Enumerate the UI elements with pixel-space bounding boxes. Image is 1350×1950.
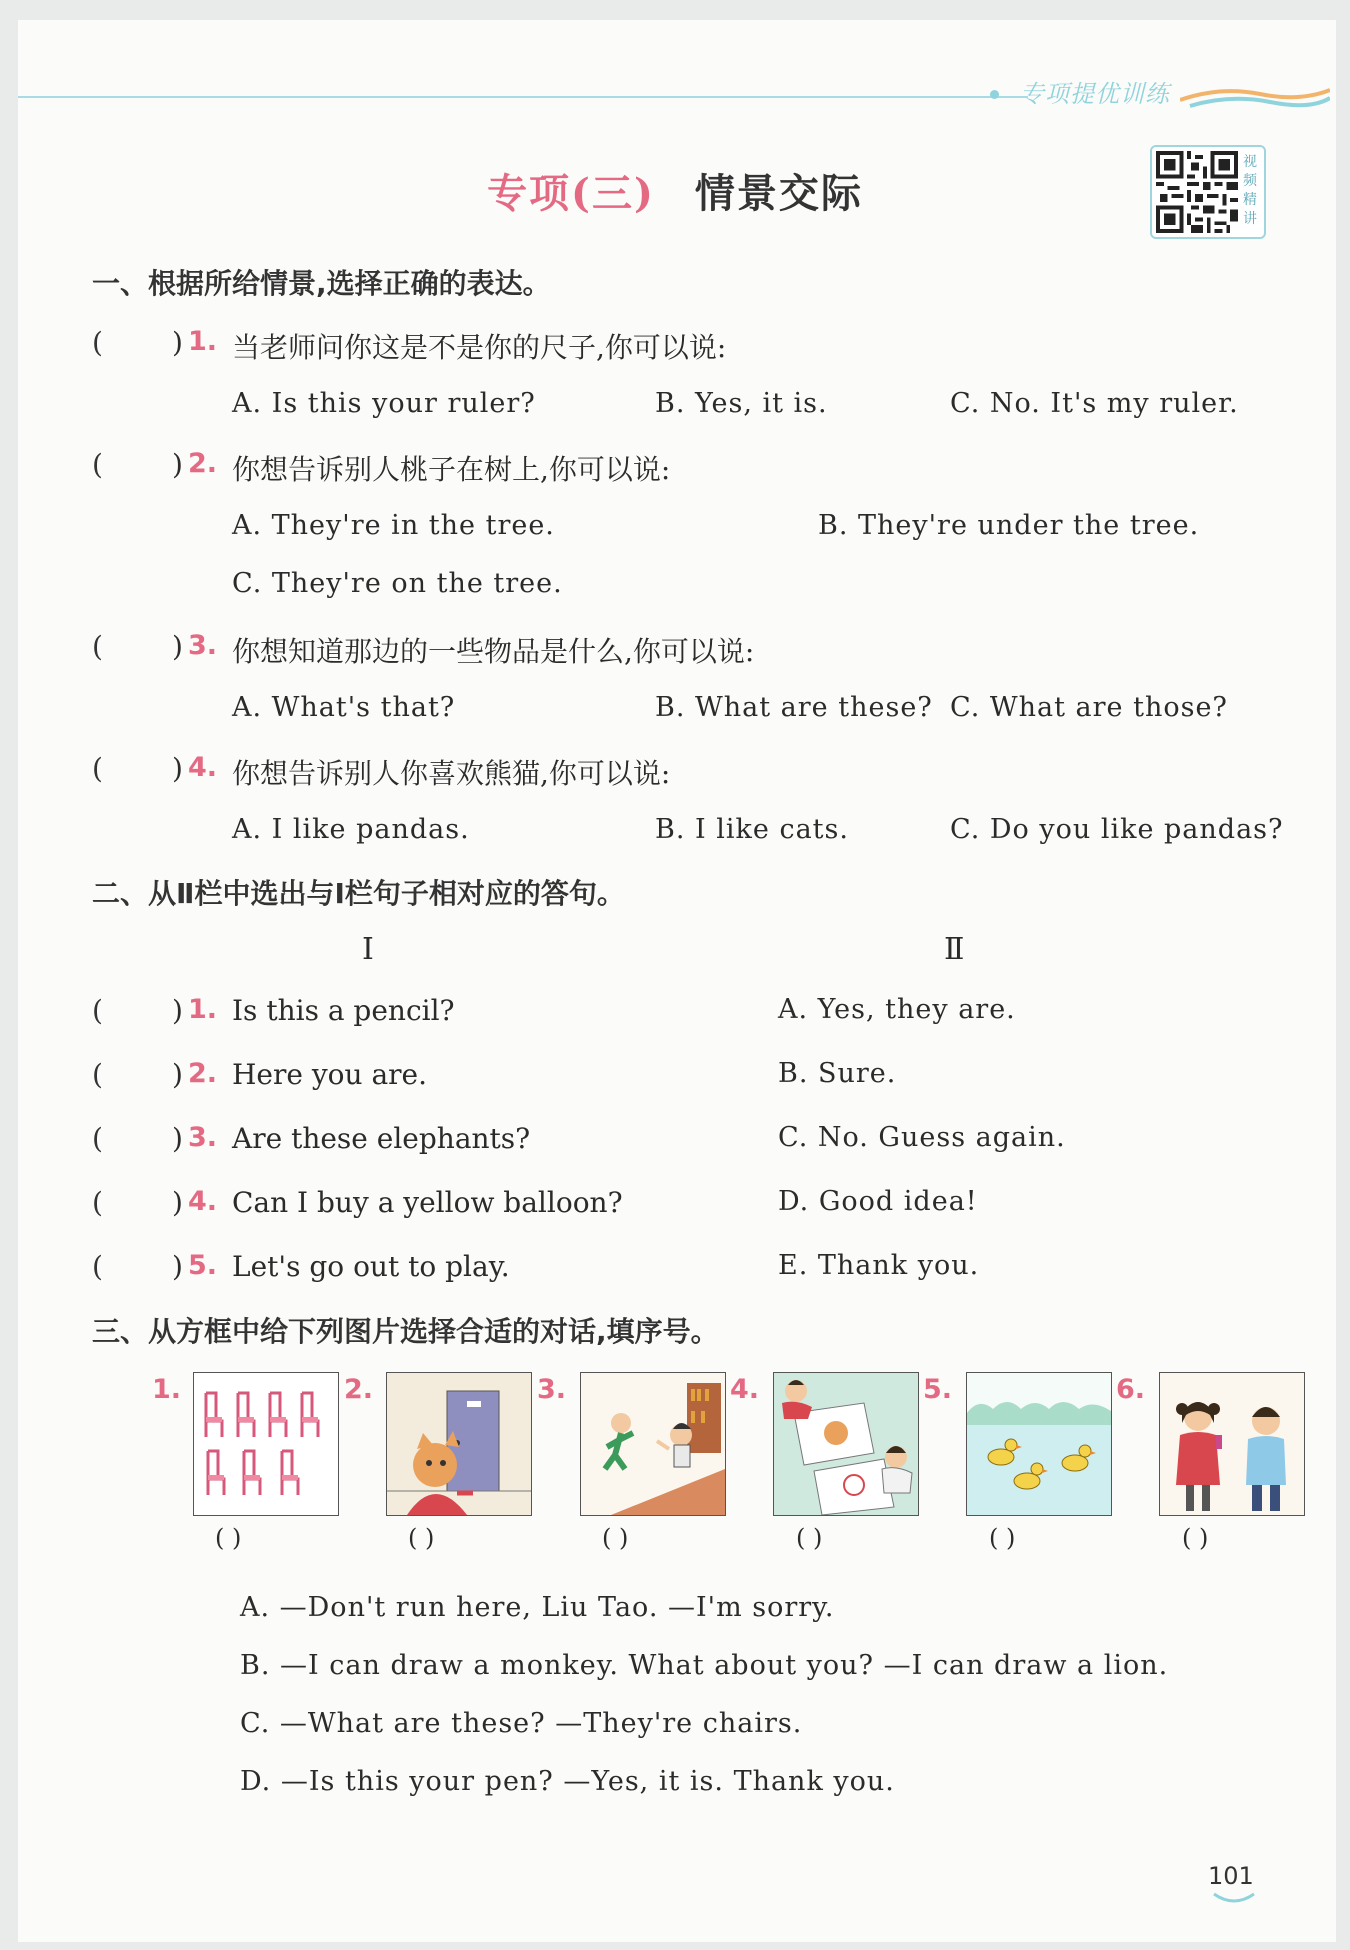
picture-number: 1. [152,1374,182,1405]
cat-at-door-illustration [387,1373,531,1515]
section3-heading: 三、从方框中给下列图片选择合适的对话,填序号。 [92,1315,719,1348]
option-c[interactable]: C. They're on the tree. [232,568,563,599]
question-text: 你想告诉别人你喜欢熊猫,你可以说: [232,757,671,790]
option-a[interactable]: A. What's that? [232,692,456,723]
section1-heading: 一、根据所给情景,选择正确的表达。 [92,267,551,300]
header-tag: 专项提优训练 [1020,80,1170,108]
column-1-sentence: Can I buy a yellow balloon? [232,1186,623,1219]
dialogue-option-c: C. —What are these? —They're chairs. [240,1708,803,1739]
column-2-answer: C. No. Guess again. [778,1122,1066,1153]
column-2-answer: E. Thank you. [778,1250,980,1281]
chairs-illustration [194,1373,338,1515]
page-number-swoosh-icon [1212,1892,1256,1906]
column-2-answer: A. Yes, they are. [778,994,1016,1025]
children-drawing-illustration [774,1373,918,1515]
picture-number: 5. [923,1374,953,1405]
column-1-sentence: Here you are. [232,1058,428,1091]
girl-and-boy-illustration [1160,1373,1304,1515]
header-rule [18,96,1028,98]
option-b[interactable]: B. What are these? [655,692,933,723]
option-a[interactable]: A. They're in the tree. [232,510,555,541]
wave-decoration-icon [1180,82,1330,112]
qr-label: 视 频 精 讲 [1243,154,1257,227]
dialogue-option-d: D. —Is this your pen? —Yes, it is. Thank you. [240,1766,895,1797]
header-dot [990,90,999,99]
title-part1: 专项(三) [487,170,655,217]
picture-number: 6. [1116,1374,1146,1405]
title-part2: 情景交际 [694,170,863,217]
column-2-answer: B. Sure. [778,1058,897,1089]
picture-number: 2. [344,1374,374,1405]
column-1-sentence: Is this a pencil? [232,994,455,1027]
question-number: 3. [188,630,218,661]
option-b[interactable]: B. Yes, it is. [655,388,828,419]
picture-cat-at-door [386,1372,532,1516]
section2-heading: 二、从Ⅱ栏中选出与Ⅰ栏句子相对应的答句。 [92,877,625,910]
dialogue-option-b: B. —I can draw a monkey. What about you? —I can draw a lion. [240,1650,1169,1681]
column-1-header: Ⅰ [362,932,374,967]
qr-code-icon [1156,151,1238,233]
answer-blank[interactable]: ( ) [1182,1524,1209,1552]
picture-ducks-on-lake [966,1372,1112,1516]
question-text: 你想告诉别人桃子在树上,你可以说: [232,453,671,486]
page-number: 101 [1208,1862,1254,1890]
answer-blank[interactable]: ( ) [408,1524,435,1552]
ducks-on-lake-illustration [967,1373,1111,1515]
answer-paren-close: ) [172,326,183,359]
dialogue-option-a: A. —Don't run here, Liu Tao. —I'm sorry. [240,1592,835,1623]
column-1-sentence: Are these elephants? [232,1122,531,1155]
question-text: 你想知道那边的一些物品是什么,你可以说: [232,635,755,668]
boy-running-illustration [581,1373,725,1515]
column-2-answer: D. Good idea! [778,1186,978,1217]
option-a[interactable]: A. I like pandas. [232,814,470,845]
answer-paren-open: ( [92,326,103,359]
option-a[interactable]: A. Is this your ruler? [232,388,536,419]
question-number: 1. [188,326,218,357]
picture-boy-running [580,1372,726,1516]
column-2-header: Ⅱ [944,932,965,967]
option-b[interactable]: B. They're under the tree. [818,510,1200,541]
option-b[interactable]: B. I like cats. [655,814,849,845]
option-c[interactable]: C. Do you like pandas? [950,814,1284,845]
option-c[interactable]: C. No. It's my ruler. [950,388,1239,419]
answer-blank[interactable]: ( ) [602,1524,629,1552]
answer-blank[interactable]: ( ) [215,1524,242,1552]
answer-blank[interactable]: ( ) [989,1524,1016,1552]
picture-girl-and-boy [1159,1372,1305,1516]
answer-blank[interactable]: ( ) [796,1524,823,1552]
qr-code-box[interactable] [1150,145,1266,239]
column-1-sentence: Let's go out to play. [232,1250,510,1283]
page-title [0,162,1350,219]
option-c[interactable]: C. What are those? [950,692,1228,723]
picture-number: 3. [537,1374,567,1405]
question-text: 当老师问你这是不是你的尺子,你可以说: [232,331,727,364]
picture-chairs [193,1372,339,1516]
picture-number: 4. [730,1374,760,1405]
question-number: 2. [188,448,218,479]
question-number: 4. [188,752,218,783]
picture-children-drawing [773,1372,919,1516]
